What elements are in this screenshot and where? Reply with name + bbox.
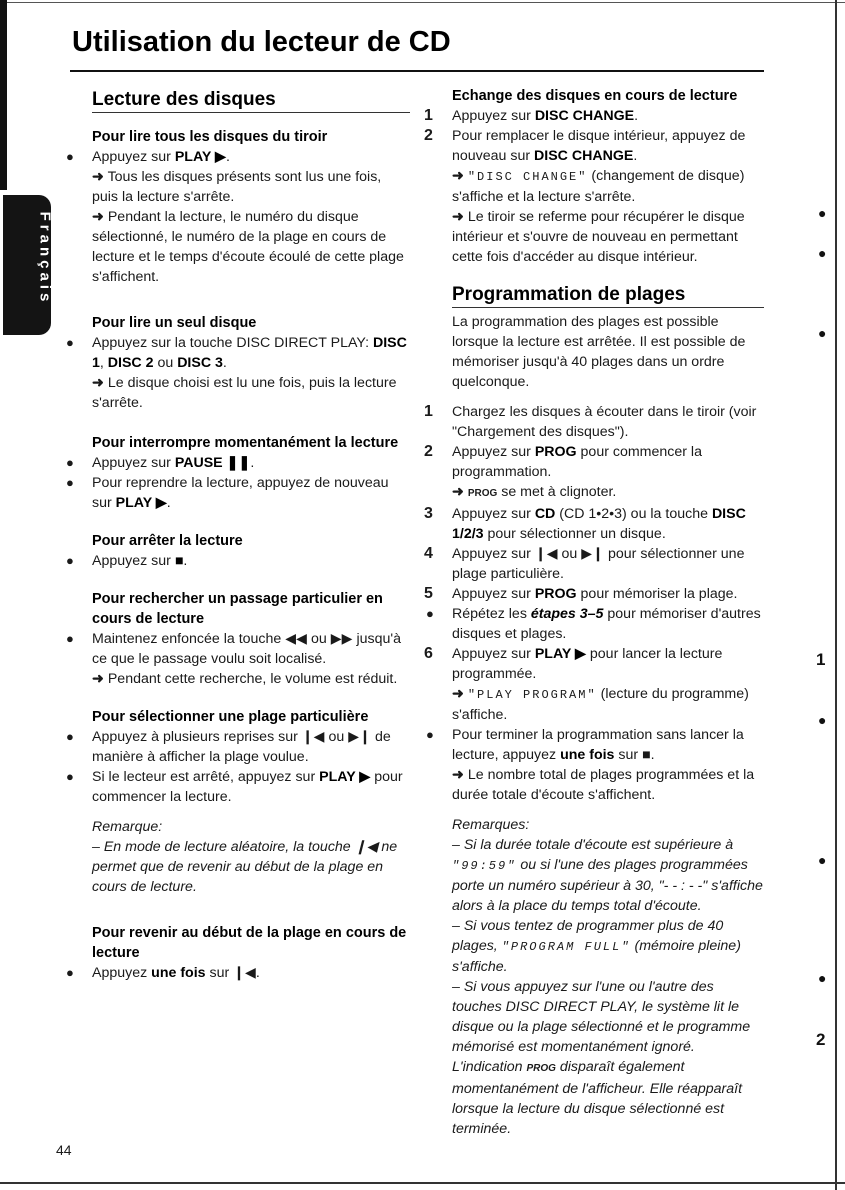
section-title: Pour interrompre momentanément la lecture [92, 435, 399, 451]
numbered-step: 2 Pour remplacer le disque intérieur, appuyez de nouveau sur DISC CHANGE. [424, 127, 746, 164]
remark-text: – Si vous appuyez sur l'une ou l'autre des touches DISC DIRECT PLAY, le système lit le disque ou la plage sélectionné et le programme mémorisé est momentanément ignoré. L'indication PROG disparaît également momentanément de l'afficheur. Elle réapparaît lorsque la lecture du disque sélectionné est terminée. [452, 979, 751, 1137]
arrow-icon: ➜ [92, 169, 104, 185]
language-tab [3, 195, 54, 335]
numbered-step: 5 Appuyez sur PROG pour mémoriser la plage. [424, 585, 738, 602]
section-play-all [92, 127, 410, 287]
remarks-heading: Remarques: [452, 817, 530, 833]
left-column [92, 86, 410, 1001]
step-number: 2 [424, 443, 433, 460]
margin-number: 1 [816, 650, 826, 669]
arrow-icon: ➜ [452, 209, 464, 225]
section-pause [92, 433, 410, 513]
section-play-one [92, 313, 410, 413]
right-heading: Programmation de plages [452, 285, 764, 308]
result-item: ➜ Le nombre total de plages programmées et la durée totale d'écoute s'affichent. [452, 767, 755, 803]
result-item: ➜ Pendant cette recherche, le volume est réduit. [92, 671, 398, 687]
result-item: ➜ "PLAY PROGRAM" (lecture du programme) s'affiche. [452, 686, 749, 723]
title-rule [70, 70, 764, 72]
section-title: Pour sélectionner une plage particulière [92, 709, 369, 725]
right-column [424, 86, 764, 1139]
arrow-icon: ➜ [92, 209, 104, 225]
remark-text: – Si la durée totale d'écoute est supérieure à "99:59" ou si l'une des plages programmées porte un numéro supérieur à 30, "- - : - -" s'affiche alors à la place du temps total d'écoute. [452, 837, 763, 914]
margin-dot-icon: ● [818, 970, 827, 986]
bullet-item: ● Appuyez sur PAUSE ❚❚. [92, 453, 410, 473]
section-select-track [92, 707, 410, 897]
lcd-text: "PLAY PROGRAM" [467, 688, 597, 702]
step-number: 5 [424, 585, 433, 602]
result-item: ➜ Le tiroir se referme pour récupérer le disque intérieur et s'ouvre de nouveau en permettant cette fois d'accéder au disque intérieur. [452, 209, 745, 265]
section-disc-change [424, 86, 764, 267]
step-number: 6 [424, 645, 433, 662]
result-item: ➜ Le disque choisi est lu une fois, puis la lecture s'arrête. [92, 375, 397, 411]
result-item: ➜ "DISC CHANGE" (changement de disque) s'affiche et la lecture s'arrête. [452, 168, 745, 205]
numbered-step: 1 Appuyez sur DISC CHANGE. [424, 107, 639, 124]
remark-text: – En mode de lecture aléatoire, la touche ❙◀ ne permet que de revenir au début de la plage en cours de lecture. [92, 839, 398, 895]
bullet-item: ● Appuyez sur PLAY ▶. [92, 147, 410, 167]
section-title: Pour lire un seul disque [92, 315, 257, 331]
arrow-icon: ➜ [92, 671, 104, 687]
bullet-item: ● Appuyez à plusieurs reprises sur ❙◀ ou ▶❙ de manière à afficher la plage voulue. [92, 727, 410, 767]
arrow-icon: ➜ [92, 375, 104, 391]
right-border [835, 0, 837, 1190]
step-number: 1 [424, 403, 433, 420]
page-title: Utilisation du lecteur de CD [72, 26, 451, 58]
step-number: 4 [424, 545, 433, 562]
numbered-step: 6 Appuyez sur PLAY ▶ pour lancer la lecture programmée. [424, 645, 723, 682]
margin-dot-icon: ● [818, 245, 827, 261]
step-number: 3 [424, 505, 433, 522]
result-item: ➜ Pendant la lecture, le numéro du disque sélectionné, le numéro de la plage en cours de lecture et le temps d'écoute écoulé de cette plage s'affichent. [92, 209, 404, 285]
bullet-item: ● Pour reprendre la lecture, appuyez de nouveau sur PLAY ▶. [92, 473, 410, 513]
arrow-icon: ➜ [452, 168, 464, 184]
section-stop [92, 531, 410, 571]
numbered-step: 3 Appuyez sur CD (CD 1•2•3) ou la touche DISC 1/2/3 pour sélectionner un disque. [424, 505, 746, 542]
intro-text: La programmation des plages est possible lorsque la lecture est arrêtée. Il est possible de mémoriser jusqu'à 40 plages dans un ordre quelconque. [452, 314, 746, 390]
result-item: ➜ PROG se met à clignoter. [452, 484, 617, 500]
left-black-bar [0, 0, 7, 190]
arrow-icon: ➜ [452, 484, 464, 500]
bullet-item: ● Si le lecteur est arrêté, appuyez sur PLAY ▶ pour commencer la lecture. [92, 767, 410, 807]
bullet-item: ● Appuyez une fois sur ❙◀. [92, 963, 410, 983]
margin-dot-icon: ● [818, 205, 827, 221]
left-heading: Lecture des disques [92, 90, 410, 113]
section-title: Echange des disques en cours de lecture [452, 88, 738, 104]
page-number: 44 [56, 1142, 72, 1158]
margin-dot-icon: ● [818, 852, 827, 868]
section-restart-track [92, 923, 410, 983]
numbered-step: 1 Chargez les disques à écouter dans le tiroir (voir "Chargement des disques"). [424, 403, 757, 440]
bullet-item: ● Pour terminer la programmation sans lancer la lecture, appuyez une fois sur ■. [452, 725, 764, 765]
numbered-step: 4 Appuyez sur ❙◀ ou ▶❙ pour sélectionner une plage particulière. [424, 545, 745, 582]
section-title: Pour revenir au début de la plage en cours de lecture [92, 925, 407, 961]
top-border [0, 2, 845, 3]
result-item: ➜ Tous les disques présents sont lus une fois, puis la lecture s'arrête. [92, 169, 382, 205]
step-number: 1 [424, 107, 433, 124]
remark-text: – Si vous tentez de programmer plus de 40 plages, "PROGRAM FULL" (mémoire pleine) s'affiche. [452, 918, 741, 975]
bullet-item: ● Maintenez enfoncée la touche ◀◀ ou ▶▶ jusqu'à ce que le passage voulu soit localisé. [92, 629, 410, 669]
section-title: Pour arrêter la lecture [92, 533, 243, 549]
language-tab-label: Français [36, 211, 54, 306]
margin-dot-icon: ● [818, 712, 827, 728]
bullet-item: ● Appuyez sur ■. [92, 551, 410, 571]
section-title: Pour lire tous les disques du tiroir [92, 129, 328, 145]
margin-number: 2 [816, 1030, 826, 1049]
margin-dot-icon: ● [818, 325, 827, 341]
step-number: 2 [424, 127, 433, 144]
lcd-text: "DISC CHANGE" [467, 170, 588, 184]
section-search [92, 589, 410, 689]
remark-heading: Remarque: [92, 819, 163, 835]
bullet-item: ● Répétez les étapes 3–5 pour mémoriser d'autres disques et plages. [452, 604, 764, 644]
numbered-step: 2 Appuyez sur PROG pour commencer la programmation. [424, 443, 702, 480]
bottom-border [0, 1182, 845, 1184]
arrow-icon: ➜ [452, 686, 464, 702]
section-title: Pour rechercher un passage particulier en cours de lecture [92, 591, 383, 627]
bullet-item: ● Appuyez sur la touche DISC DIRECT PLAY: DISC 1, DISC 2 ou DISC 3. [92, 333, 410, 373]
arrow-icon: ➜ [452, 767, 464, 783]
